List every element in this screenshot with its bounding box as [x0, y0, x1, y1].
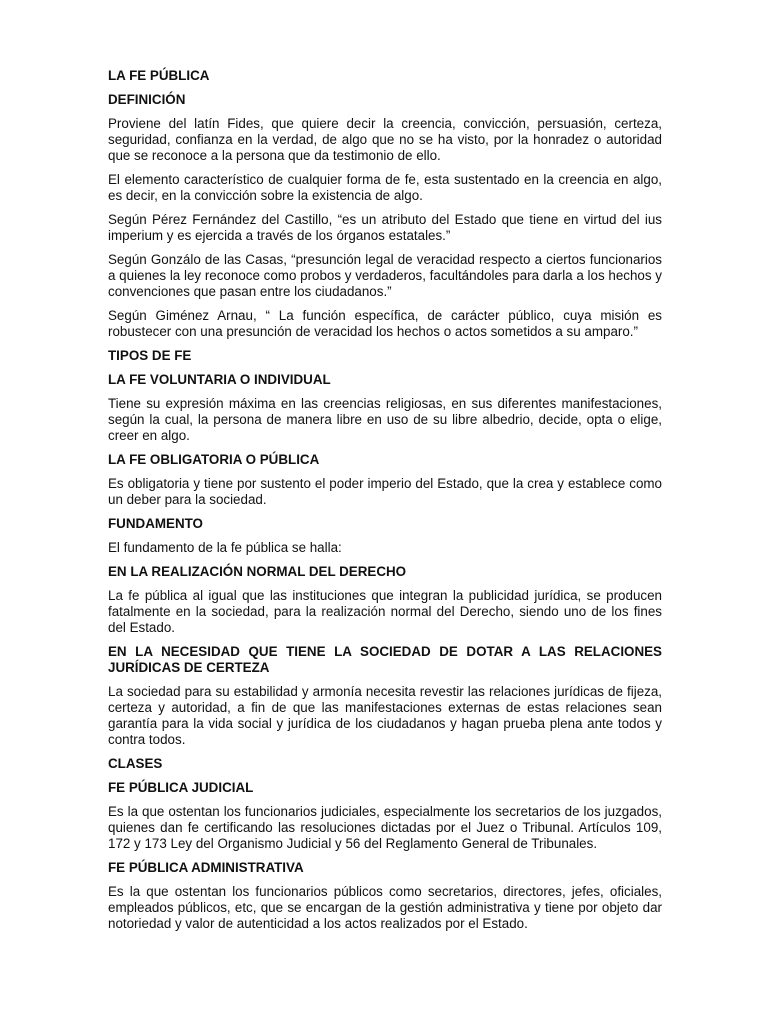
- paragraph: Según Pérez Fernández del Castillo, “es un atributo del Estado que tiene en virtud del ius imperium y es ejercida a través de los órganos estatales.”: [108, 212, 662, 243]
- heading-definicion: DEFINICIÓN: [108, 92, 186, 107]
- paragraph: El elemento característico de cualquier forma de fe, esta sustentado en la creencia en algo, es decir, en la convicción sobre la existencia de algo.: [108, 172, 662, 203]
- heading-fe-obligatoria: LA FE OBLIGATORIA O PÚBLICA: [108, 452, 320, 467]
- document-title: LA FE PÚBLICA: [108, 68, 210, 83]
- paragraph: La fe pública al igual que las instituciones que integran la publicidad jurídica, se producen fatalmente en la sociedad, para la realización normal del Derecho, siendo uno de los fines del Estado.: [108, 588, 662, 635]
- paragraph: Es obligatoria y tiene por sustento el poder imperio del Estado, que la crea y establece como un deber para la sociedad.: [108, 476, 662, 507]
- heading-tipos-de-fe: TIPOS DE FE: [108, 348, 192, 363]
- heading-clases: CLASES: [108, 756, 163, 771]
- heading-fe-administrativa: FE PÚBLICA ADMINISTRATIVA: [108, 860, 304, 875]
- paragraph: Es la que ostentan los funcionarios públicos como secretarios, directores, jefes, oficiales, empleados públicos, etc, que se encargan de la gestión administrativa y tiene por objeto dar notoriedad y valor de autenticidad a los actos realizados por el Estado.: [108, 884, 662, 931]
- paragraph: Según Gonzálo de las Casas, “presunción legal de veracidad respecto a ciertos funcionarios a quienes la ley reconoce como probos y verdaderos, facultándoles para darla a los hechos y convenciones que pasan entre los ciudadanos.”: [108, 252, 662, 299]
- heading-fe-voluntaria: LA FE VOLUNTARIA O INDIVIDUAL: [108, 372, 331, 387]
- paragraph: Según Giménez Arnau, “ La función específica, de carácter público, cuya misión es robustecer con una presunción de veracidad los hechos o actos sometidos a su amparo.”: [108, 308, 662, 339]
- paragraph: La sociedad para su estabilidad y armonía necesita revestir las relaciones jurídicas de fijeza, certeza y autoridad, a fin de que las manifestaciones externas de estas relaciones sean garantía para la vida social y jurídica de los ciudadanos y hagan prueba plena ante todos y contra todos.: [108, 684, 662, 747]
- heading-fe-judicial: FE PÚBLICA JUDICIAL: [108, 780, 254, 795]
- paragraph: Tiene su expresión máxima en las creencias religiosas, en sus diferentes manifestaciones, según la cual, la persona de manera libre en uso de su libre albedrio, decide, opta o elige, creer en algo.: [108, 396, 662, 443]
- heading-fundamento: FUNDAMENTO: [108, 516, 203, 531]
- paragraph: Es la que ostentan los funcionarios judiciales, especialmente los secretarios de los juzgados, quienes dan fe certificando las resoluciones dictadas por el Juez o Tribunal. Artículos 109, 172 y 173 Ley del Organismo Judicial y 56 del Reglamento General de Tribunales.: [108, 804, 662, 851]
- heading-realizacion-normal: EN LA REALIZACIÓN NORMAL DEL DERECHO: [108, 564, 407, 579]
- heading-necesidad-sociedad: EN LA NECESIDAD QUE TIENE LA SOCIEDAD DE DOTAR A LAS RELACIONES JURÍDICAS DE CERTEZA: [108, 644, 662, 675]
- paragraph: El fundamento de la fe pública se halla:: [108, 540, 342, 555]
- paragraph: Proviene del latín Fides, que quiere decir la creencia, convicción, persuasión, certeza, seguridad, confianza en la verdad, de algo que no se ha visto, por la honradez o autoridad que se reconoce a la persona que da testimonio de ello.: [108, 116, 662, 163]
